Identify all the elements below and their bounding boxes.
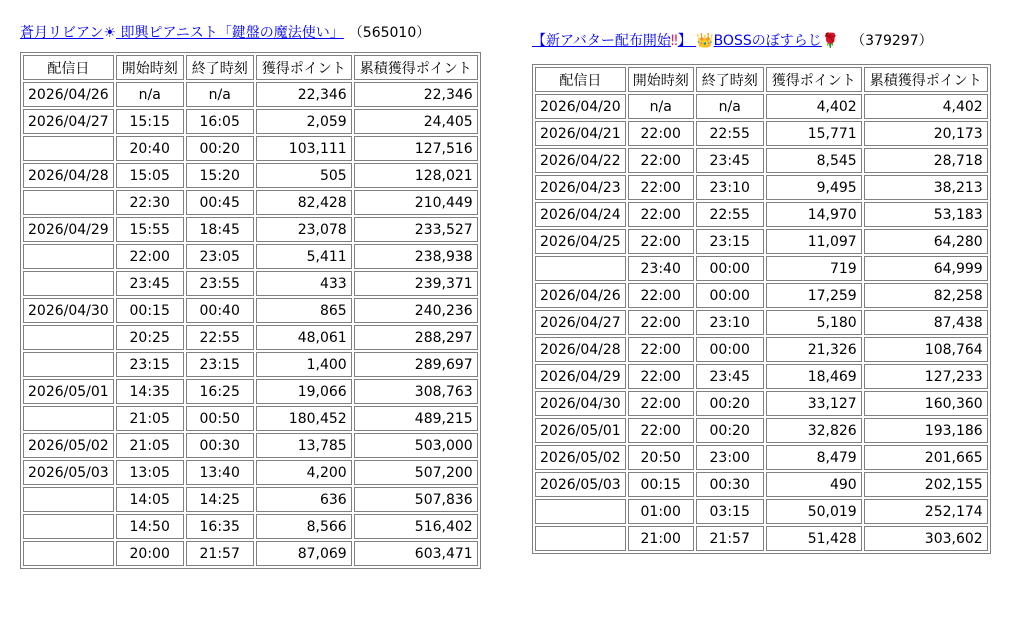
table-row xyxy=(535,202,988,227)
cell-cumulative: 489,215 xyxy=(354,406,478,431)
cell-date: 2026/05/02 xyxy=(535,445,626,470)
cell-start: 22:00 xyxy=(628,418,694,443)
cell-cumulative: 64,280 xyxy=(864,229,988,254)
cell-end: 23:15 xyxy=(696,229,764,254)
table-row xyxy=(535,337,988,362)
cell-end: 22:55 xyxy=(186,325,254,350)
cell-date: 2026/04/20 xyxy=(535,94,626,119)
table-row xyxy=(23,217,478,242)
cell-cumulative: 210,449 xyxy=(354,190,478,215)
cell-points: 8,566 xyxy=(256,514,352,539)
cell-end: 16:05 xyxy=(186,109,254,134)
table-row xyxy=(23,352,478,377)
cell-date xyxy=(23,325,114,350)
cell-date: 2026/04/26 xyxy=(23,82,114,107)
rose-icon: 🌹 xyxy=(821,33,840,49)
streamer2-prefix: 【新アバター配布開始 xyxy=(532,33,671,49)
cell-cumulative: 201,665 xyxy=(864,445,988,470)
header-start: 開始時刻 xyxy=(116,55,184,80)
cell-start: 00:15 xyxy=(116,298,184,323)
cell-points: 636 xyxy=(256,487,352,512)
cell-end: 16:35 xyxy=(186,514,254,539)
cell-date: 2026/05/03 xyxy=(23,460,114,485)
header-points: 獲得ポイント xyxy=(766,67,862,92)
cell-date: 2026/05/01 xyxy=(23,379,114,404)
cell-date xyxy=(23,190,114,215)
cell-cumulative: 239,371 xyxy=(354,271,478,296)
cell-start: 01:00 xyxy=(628,499,694,524)
cell-cumulative: 288,297 xyxy=(354,325,478,350)
streamer1-count: （565010） xyxy=(355,25,431,41)
table-row xyxy=(535,283,988,308)
cell-cumulative: 64,999 xyxy=(864,256,988,281)
table-row xyxy=(23,541,478,566)
cell-points: 19,066 xyxy=(256,379,352,404)
cell-date xyxy=(23,136,114,161)
streamer1-title xyxy=(20,24,481,42)
cell-end: 16:25 xyxy=(186,379,254,404)
cell-cumulative: 507,200 xyxy=(354,460,478,485)
cell-start: 22:00 xyxy=(628,175,694,200)
table-row xyxy=(535,472,988,497)
cell-start: n/a xyxy=(116,82,184,107)
cell-date: 2026/05/03 xyxy=(535,472,626,497)
cell-points: 82,428 xyxy=(256,190,352,215)
cell-cumulative: 202,155 xyxy=(864,472,988,497)
cell-start: 22:00 xyxy=(628,283,694,308)
cell-end: 22:55 xyxy=(696,202,764,227)
cell-start: 21:05 xyxy=(116,406,184,431)
cell-date: 2026/04/25 xyxy=(535,229,626,254)
cell-start: 22:00 xyxy=(628,229,694,254)
table-row xyxy=(23,298,478,323)
table-row xyxy=(535,121,988,146)
cell-end: 00:00 xyxy=(696,256,764,281)
cell-end: 18:45 xyxy=(186,217,254,242)
header-end: 終了時刻 xyxy=(696,67,764,92)
cell-points: 18,469 xyxy=(766,364,862,389)
cell-start: 15:55 xyxy=(116,217,184,242)
double-exclamation-icon: ‼ xyxy=(670,33,678,49)
streamer2-count: （379297） xyxy=(851,33,933,49)
table-row xyxy=(23,433,478,458)
cell-date xyxy=(23,541,114,566)
streamer2-section xyxy=(532,32,991,554)
table-row xyxy=(23,460,478,485)
cell-end: 23:05 xyxy=(186,244,254,269)
cell-cumulative: 507,836 xyxy=(354,487,478,512)
table-row xyxy=(535,499,988,524)
cell-cumulative: 20,173 xyxy=(864,121,988,146)
table-row xyxy=(535,391,988,416)
header-cumulative: 累積獲得ポイント xyxy=(864,67,988,92)
cell-end: 00:00 xyxy=(696,283,764,308)
table-row xyxy=(23,190,478,215)
cell-end: 00:00 xyxy=(696,337,764,362)
cell-points: 22,346 xyxy=(256,82,352,107)
table-row xyxy=(535,445,988,470)
cell-points: 9,495 xyxy=(766,175,862,200)
header-date: 配信日 xyxy=(23,55,114,80)
cell-points: 48,061 xyxy=(256,325,352,350)
streamer1-section xyxy=(20,24,481,569)
streamer1-subtitle: 即興ピアニスト「鍵盤の魔法使い」 xyxy=(120,25,344,41)
cell-points: 433 xyxy=(256,271,352,296)
cell-cumulative: 193,186 xyxy=(864,418,988,443)
table-header-row xyxy=(23,55,478,80)
cell-start: 14:50 xyxy=(116,514,184,539)
cell-cumulative: 22,346 xyxy=(354,82,478,107)
cell-end: 00:40 xyxy=(186,298,254,323)
cell-date xyxy=(23,514,114,539)
cell-start: 23:15 xyxy=(116,352,184,377)
cell-cumulative: 516,402 xyxy=(354,514,478,539)
cell-points: 865 xyxy=(256,298,352,323)
header-date: 配信日 xyxy=(535,67,626,92)
cell-start: 23:40 xyxy=(628,256,694,281)
table-row xyxy=(23,271,478,296)
cell-cumulative: 240,236 xyxy=(354,298,478,323)
cell-start: 22:00 xyxy=(628,202,694,227)
cell-end: 23:45 xyxy=(696,148,764,173)
cell-end: 00:20 xyxy=(186,136,254,161)
cell-start: 14:05 xyxy=(116,487,184,512)
cell-start: 22:00 xyxy=(628,391,694,416)
cell-start: 20:00 xyxy=(116,541,184,566)
streamer1-table xyxy=(20,52,481,569)
header-points: 獲得ポイント xyxy=(256,55,352,80)
cell-date xyxy=(535,256,626,281)
cell-date xyxy=(535,526,626,551)
cell-cumulative: 108,764 xyxy=(864,337,988,362)
cell-end: 03:15 xyxy=(696,499,764,524)
cell-date: 2026/04/24 xyxy=(535,202,626,227)
cell-end: 23:00 xyxy=(696,445,764,470)
crown-icon: 👑 xyxy=(696,33,714,49)
cell-date: 2026/04/27 xyxy=(535,310,626,335)
cell-cumulative: 252,174 xyxy=(864,499,988,524)
cell-date xyxy=(23,406,114,431)
table-row xyxy=(535,94,988,119)
table-row xyxy=(23,325,478,350)
cell-points: 11,097 xyxy=(766,229,862,254)
table-row xyxy=(23,109,478,134)
cell-date: 2026/04/21 xyxy=(535,121,626,146)
cell-date: 2026/04/30 xyxy=(535,391,626,416)
table-row xyxy=(23,244,478,269)
cell-end: 00:20 xyxy=(696,391,764,416)
cell-cumulative: 128,021 xyxy=(354,163,478,188)
cell-start: 20:40 xyxy=(116,136,184,161)
cell-start: 00:15 xyxy=(628,472,694,497)
cell-end: 21:57 xyxy=(696,526,764,551)
cell-points: 15,771 xyxy=(766,121,862,146)
cell-start: 20:25 xyxy=(116,325,184,350)
sun-icon: ☀ xyxy=(103,25,117,41)
cell-end: 14:25 xyxy=(186,487,254,512)
cell-date: 2026/05/01 xyxy=(535,418,626,443)
cell-cumulative: 87,438 xyxy=(864,310,988,335)
table-row xyxy=(23,163,478,188)
cell-end: 23:10 xyxy=(696,310,764,335)
table-row xyxy=(23,379,478,404)
cell-end: n/a xyxy=(186,82,254,107)
cell-points: 719 xyxy=(766,256,862,281)
cell-points: 50,019 xyxy=(766,499,862,524)
table-row xyxy=(535,526,988,551)
table-row xyxy=(535,418,988,443)
cell-points: 8,545 xyxy=(766,148,862,173)
cell-start: 21:05 xyxy=(116,433,184,458)
header-start: 開始時刻 xyxy=(628,67,694,92)
cell-date: 2026/04/27 xyxy=(23,109,114,134)
cell-cumulative: 4,402 xyxy=(864,94,988,119)
table-row xyxy=(535,229,988,254)
cell-end: n/a xyxy=(696,94,764,119)
cell-date: 2026/04/29 xyxy=(535,364,626,389)
cell-points: 5,411 xyxy=(256,244,352,269)
cell-start: n/a xyxy=(628,94,694,119)
cell-cumulative: 160,360 xyxy=(864,391,988,416)
table-row xyxy=(23,82,478,107)
cell-points: 5,180 xyxy=(766,310,862,335)
cell-points: 505 xyxy=(256,163,352,188)
cell-points: 2,059 xyxy=(256,109,352,134)
cell-start: 21:00 xyxy=(628,526,694,551)
table-row xyxy=(535,256,988,281)
cell-points: 21,326 xyxy=(766,337,862,362)
cell-cumulative: 603,471 xyxy=(354,541,478,566)
cell-points: 4,200 xyxy=(256,460,352,485)
cell-cumulative: 233,527 xyxy=(354,217,478,242)
cell-start: 22:00 xyxy=(628,337,694,362)
cell-start: 13:05 xyxy=(116,460,184,485)
cell-cumulative: 82,258 xyxy=(864,283,988,308)
cell-points: 14,970 xyxy=(766,202,862,227)
cell-end: 21:57 xyxy=(186,541,254,566)
cell-cumulative: 38,213 xyxy=(864,175,988,200)
streamer2-title xyxy=(532,32,991,50)
header-cumulative: 累積獲得ポイント xyxy=(354,55,478,80)
header-end: 終了時刻 xyxy=(186,55,254,80)
streamer2-table xyxy=(532,64,991,554)
cell-end: 13:40 xyxy=(186,460,254,485)
cell-end: 15:20 xyxy=(186,163,254,188)
cell-date: 2026/04/28 xyxy=(23,163,114,188)
cell-points: 17,259 xyxy=(766,283,862,308)
cell-end: 23:55 xyxy=(186,271,254,296)
cell-end: 00:30 xyxy=(186,433,254,458)
cell-points: 87,069 xyxy=(256,541,352,566)
cell-date: 2026/04/29 xyxy=(23,217,114,242)
cell-date: 2026/04/28 xyxy=(535,337,626,362)
cell-end: 00:50 xyxy=(186,406,254,431)
cell-points: 490 xyxy=(766,472,862,497)
cell-date: 2026/04/26 xyxy=(535,283,626,308)
cell-start: 22:00 xyxy=(628,364,694,389)
streamer2-mid: 】 xyxy=(677,33,692,49)
cell-points: 4,402 xyxy=(766,94,862,119)
cell-date: 2026/04/30 xyxy=(23,298,114,323)
cell-date xyxy=(23,352,114,377)
table-row xyxy=(535,364,988,389)
cell-start: 22:00 xyxy=(116,244,184,269)
streamer1-name: 蒼月リビアン xyxy=(20,25,104,41)
streamer1-link[interactable] xyxy=(20,25,344,41)
cell-points: 180,452 xyxy=(256,406,352,431)
cell-points: 8,479 xyxy=(766,445,862,470)
cell-date: 2026/04/23 xyxy=(535,175,626,200)
cell-cumulative: 127,516 xyxy=(354,136,478,161)
cell-points: 51,428 xyxy=(766,526,862,551)
cell-date: 2026/05/02 xyxy=(23,433,114,458)
cell-cumulative: 238,938 xyxy=(354,244,478,269)
table-row xyxy=(535,175,988,200)
table-row xyxy=(23,514,478,539)
streamer2-name: BOSSのぼすらじ xyxy=(713,33,822,49)
cell-end: 00:20 xyxy=(696,418,764,443)
cell-cumulative: 127,233 xyxy=(864,364,988,389)
cell-cumulative: 303,602 xyxy=(864,526,988,551)
cell-cumulative: 289,697 xyxy=(354,352,478,377)
cell-start: 15:05 xyxy=(116,163,184,188)
cell-end: 23:10 xyxy=(696,175,764,200)
cell-start: 22:00 xyxy=(628,310,694,335)
cell-end: 22:55 xyxy=(696,121,764,146)
cell-date xyxy=(23,244,114,269)
table-row xyxy=(23,487,478,512)
table-header-row xyxy=(535,67,988,92)
cell-start: 22:00 xyxy=(628,121,694,146)
table-row xyxy=(23,406,478,431)
cell-start: 23:45 xyxy=(116,271,184,296)
cell-start: 14:35 xyxy=(116,379,184,404)
cell-points: 33,127 xyxy=(766,391,862,416)
streamer2-link[interactable] xyxy=(532,33,839,49)
cell-start: 22:30 xyxy=(116,190,184,215)
cell-date xyxy=(535,499,626,524)
cell-points: 1,400 xyxy=(256,352,352,377)
cell-points: 23,078 xyxy=(256,217,352,242)
table-row xyxy=(23,136,478,161)
cell-cumulative: 28,718 xyxy=(864,148,988,173)
cell-end: 00:30 xyxy=(696,472,764,497)
cell-start: 15:15 xyxy=(116,109,184,134)
cell-cumulative: 308,763 xyxy=(354,379,478,404)
cell-start: 22:00 xyxy=(628,148,694,173)
cell-start: 20:50 xyxy=(628,445,694,470)
cell-points: 103,111 xyxy=(256,136,352,161)
cell-cumulative: 24,405 xyxy=(354,109,478,134)
cell-cumulative: 503,000 xyxy=(354,433,478,458)
cell-date xyxy=(23,271,114,296)
cell-points: 13,785 xyxy=(256,433,352,458)
cell-end: 00:45 xyxy=(186,190,254,215)
cell-date: 2026/04/22 xyxy=(535,148,626,173)
table-row xyxy=(535,310,988,335)
cell-end: 23:15 xyxy=(186,352,254,377)
cell-points: 32,826 xyxy=(766,418,862,443)
cell-date xyxy=(23,487,114,512)
table-row xyxy=(535,148,988,173)
cell-cumulative: 53,183 xyxy=(864,202,988,227)
cell-end: 23:45 xyxy=(696,364,764,389)
